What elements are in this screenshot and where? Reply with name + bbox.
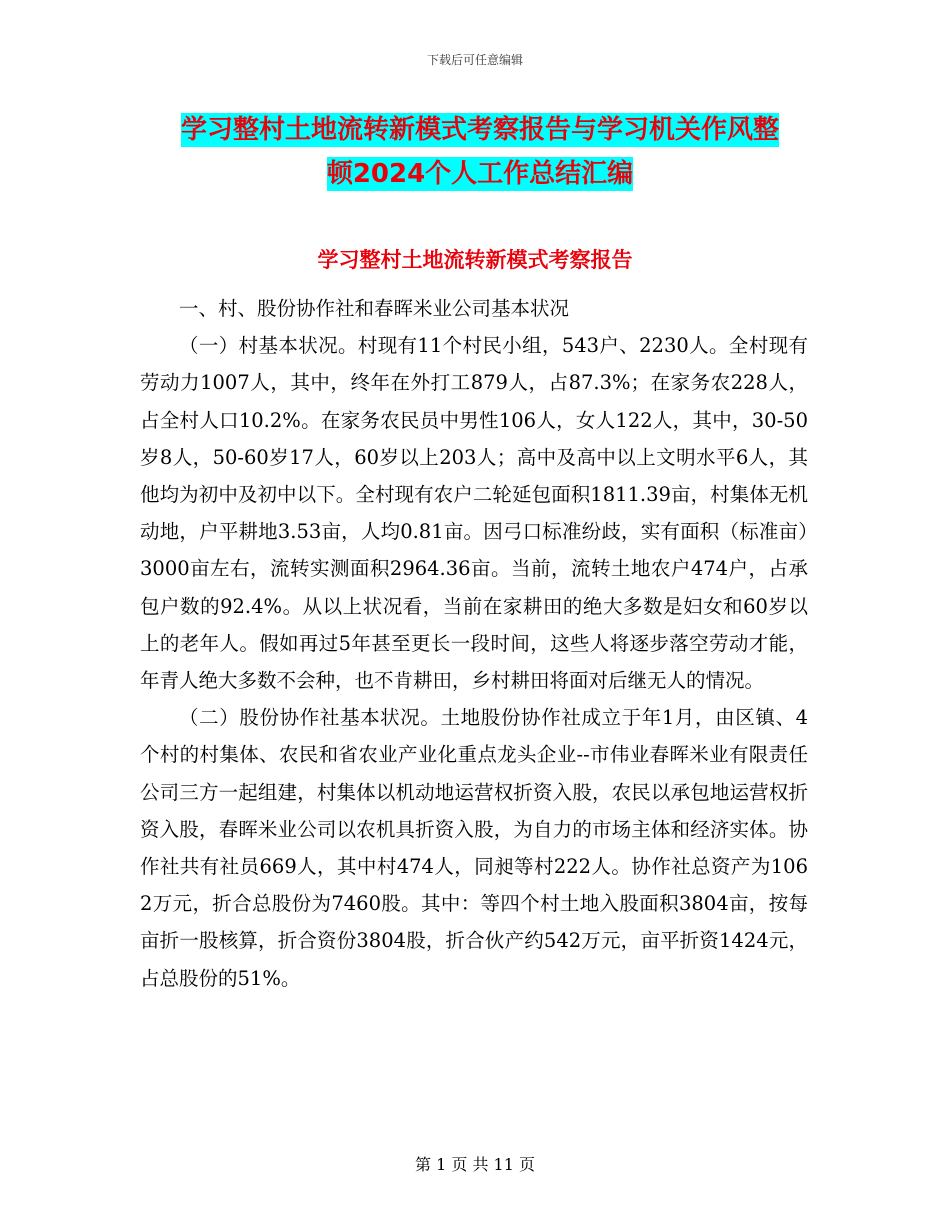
body-paragraph: （一）村基本状况。村现有11个村民小组，543户、2230人。全村现有劳动力1007人，其中，终年在外打工879人，占87.3%；在家务农228人，占全村人口10.2%。在家务农民员中男性106人，女人122人，其中，30-50岁8人，50-60岁17人，60岁以上203人；高中及高中以上文明水平6人，其他均为初中及初中以下。全村现有农户二轮延包面积1811.39亩，村集体无机动地，户平耕地3.53亩，人均0.81亩。因弓口标准纷歧，实有面积（标准亩）3000亩左右，流转实测面积2964.36亩。当前，流转土地农户474户，占承包户数的92.4%。从以上状况看，当前在家耕田的绝大多数是妇女和60岁以上的老年人。假如再过5年甚至更长一段时间，这些人将逐步落空劳动才能，年青人绝大多数不会种，也不肯耕田，乡村耕田将面对后继无人的情况。 <box>140 334 808 693</box>
document-title <box>140 108 820 196</box>
page-number: 第 1 页 共 11 页 <box>415 1155 535 1174</box>
page-header-note: 下载后可任意编辑 <box>426 53 523 67</box>
heading-paragraph: 一、村、股份协作社和春晖米业公司基本状况 <box>179 297 570 320</box>
document-title-line-2: 顿2024个人工作总结汇编 <box>326 159 634 189</box>
section-title: 学习整村土地流转新模式考察报告 <box>317 248 633 272</box>
document-title-line-1: 学习整村土地流转新模式考察报告与学习机关作风整 <box>180 115 779 145</box>
document-body <box>140 290 808 997</box>
body-paragraph: （二）股份协作社基本状况。土地股份协作社成立于年1月，由区镇、4个村的村集体、农民和省农业产业化重点龙头企业--市伟业春晖米业有限责任公司三方一起组建，村集体以机动地运营权折资入股，农民以承包地运营权折资入股，春晖米业公司以农机具折资入股，为自力的市场主体和经济实体。协作社共有社员669人，其中村474人，同昶等村222人。协作社总资产为1062万元，折合总股份为7460股。其中：等四个村土地入股面积3804亩，按每亩折一股核算，折合资份3804股，折合伙产约542万元，亩平折资1424元，占总股份的51%。 <box>140 706 808 990</box>
